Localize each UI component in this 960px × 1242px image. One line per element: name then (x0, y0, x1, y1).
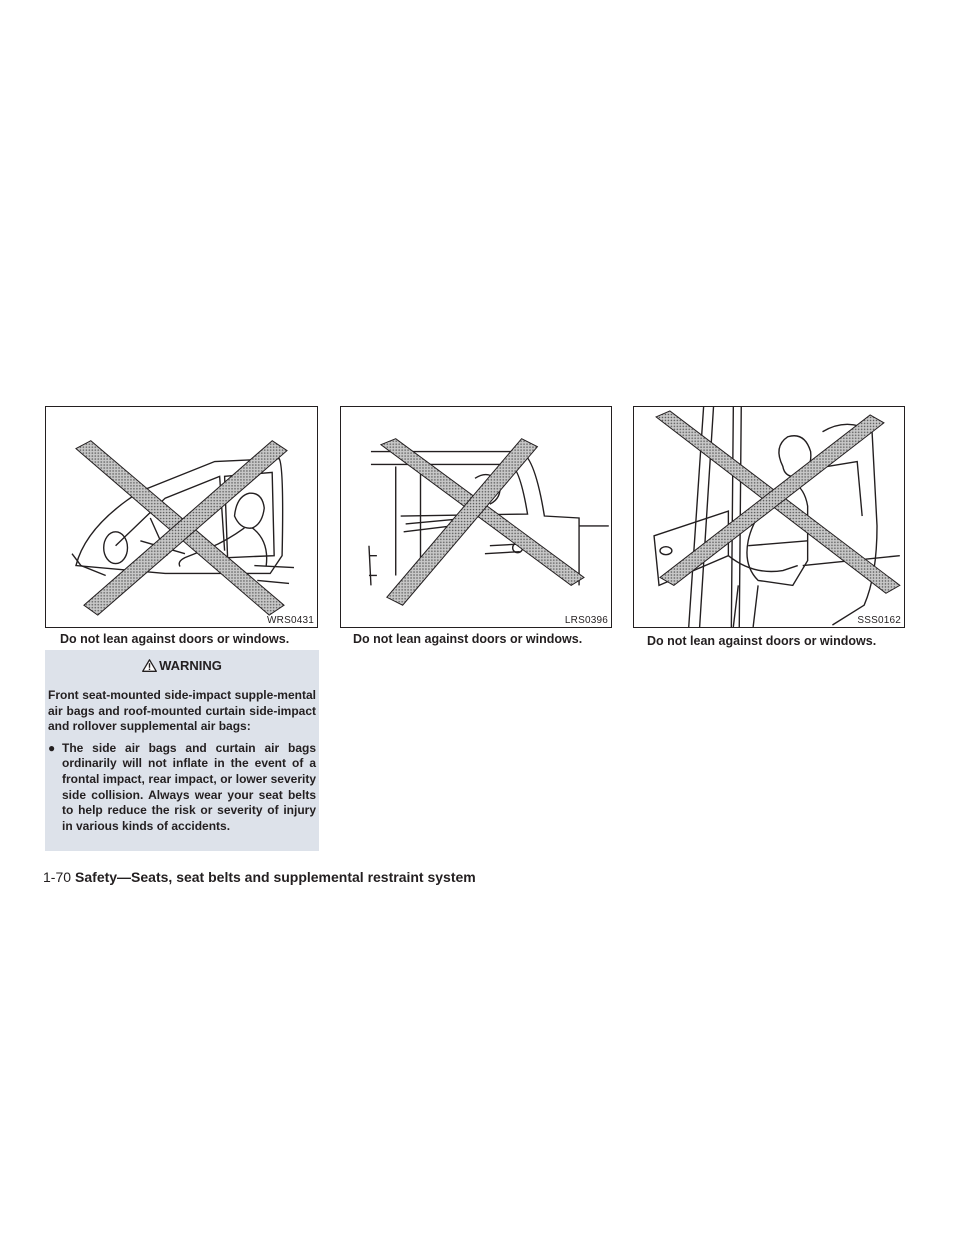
figure-caption: Do not lean against doors or windows. (647, 634, 877, 648)
passenger-door-lean-illustration (634, 407, 904, 627)
warning-title: WARNING (159, 658, 222, 673)
bullet-marker: ● (48, 740, 56, 755)
figure-lrs0396 (340, 406, 612, 628)
section-title: Safety—Seats, seat belts and supplemental restraint system (75, 869, 476, 885)
figure-code: WRS0431 (267, 615, 314, 626)
figure-caption: Do not lean against doors or windows. (353, 632, 583, 646)
figure-code: LRS0396 (564, 615, 608, 626)
page-number: 1-70 (43, 869, 72, 885)
figure-wrs0431 (45, 406, 318, 628)
car-window-lean-illustration (46, 407, 317, 627)
figure-caption: Do not lean against doors or windows. (60, 632, 290, 646)
warning-triangle-icon (142, 659, 157, 672)
truck-window-arm-illustration (341, 407, 611, 627)
figure-code: SSS0162 (857, 615, 901, 626)
warning-bullet-item (48, 741, 316, 835)
warning-bullet-text: The side air bags and curtain air bags ordinarily will not inflate in the event of a frontal impact, rear impact, or lower severity side collision. Always wear your seat belts to help reduce the risk or severity of injury in various kinds of accidents. (62, 740, 316, 833)
warning-intro: Front seat-mounted side-impact supple-mental air bags and roof-mounted curtain side-impact and rollover supplemental air bags: (48, 688, 316, 734)
warning-heading (48, 658, 316, 674)
page-footer (43, 869, 476, 885)
figure-sss0162 (633, 406, 905, 628)
warning-box (45, 650, 319, 851)
